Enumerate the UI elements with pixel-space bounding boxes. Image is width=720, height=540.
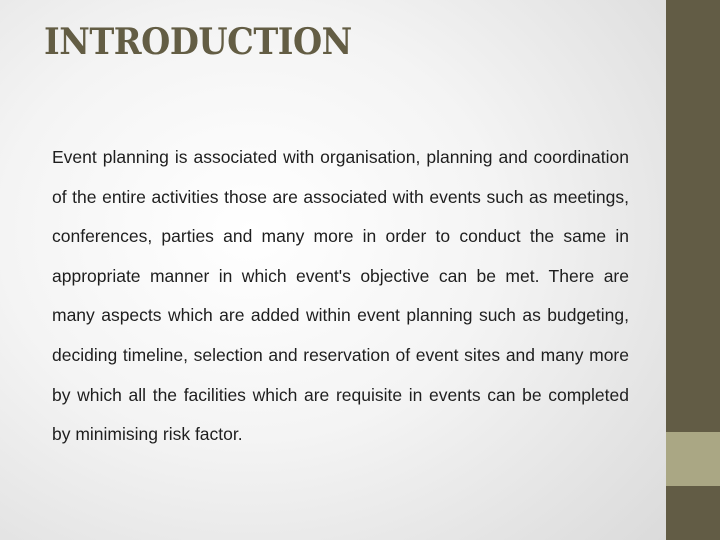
slide-title: INTRODUCTION bbox=[44, 21, 352, 63]
slide-body-text: Event planning is associated with organisation, planning and coordination of the entire activities those are associated with events such as meetings, conferences, parties and many more in order to conduct the same in appropriate manner in which event's objective can be met. There are many aspects which are added within event planning such as budgeting, deciding timeline, selection and reservation of event sites and many more by which all the facilities which are requisite in events can be completed by minimising risk factor. bbox=[52, 147, 629, 445]
side-accent-block bbox=[666, 432, 720, 486]
